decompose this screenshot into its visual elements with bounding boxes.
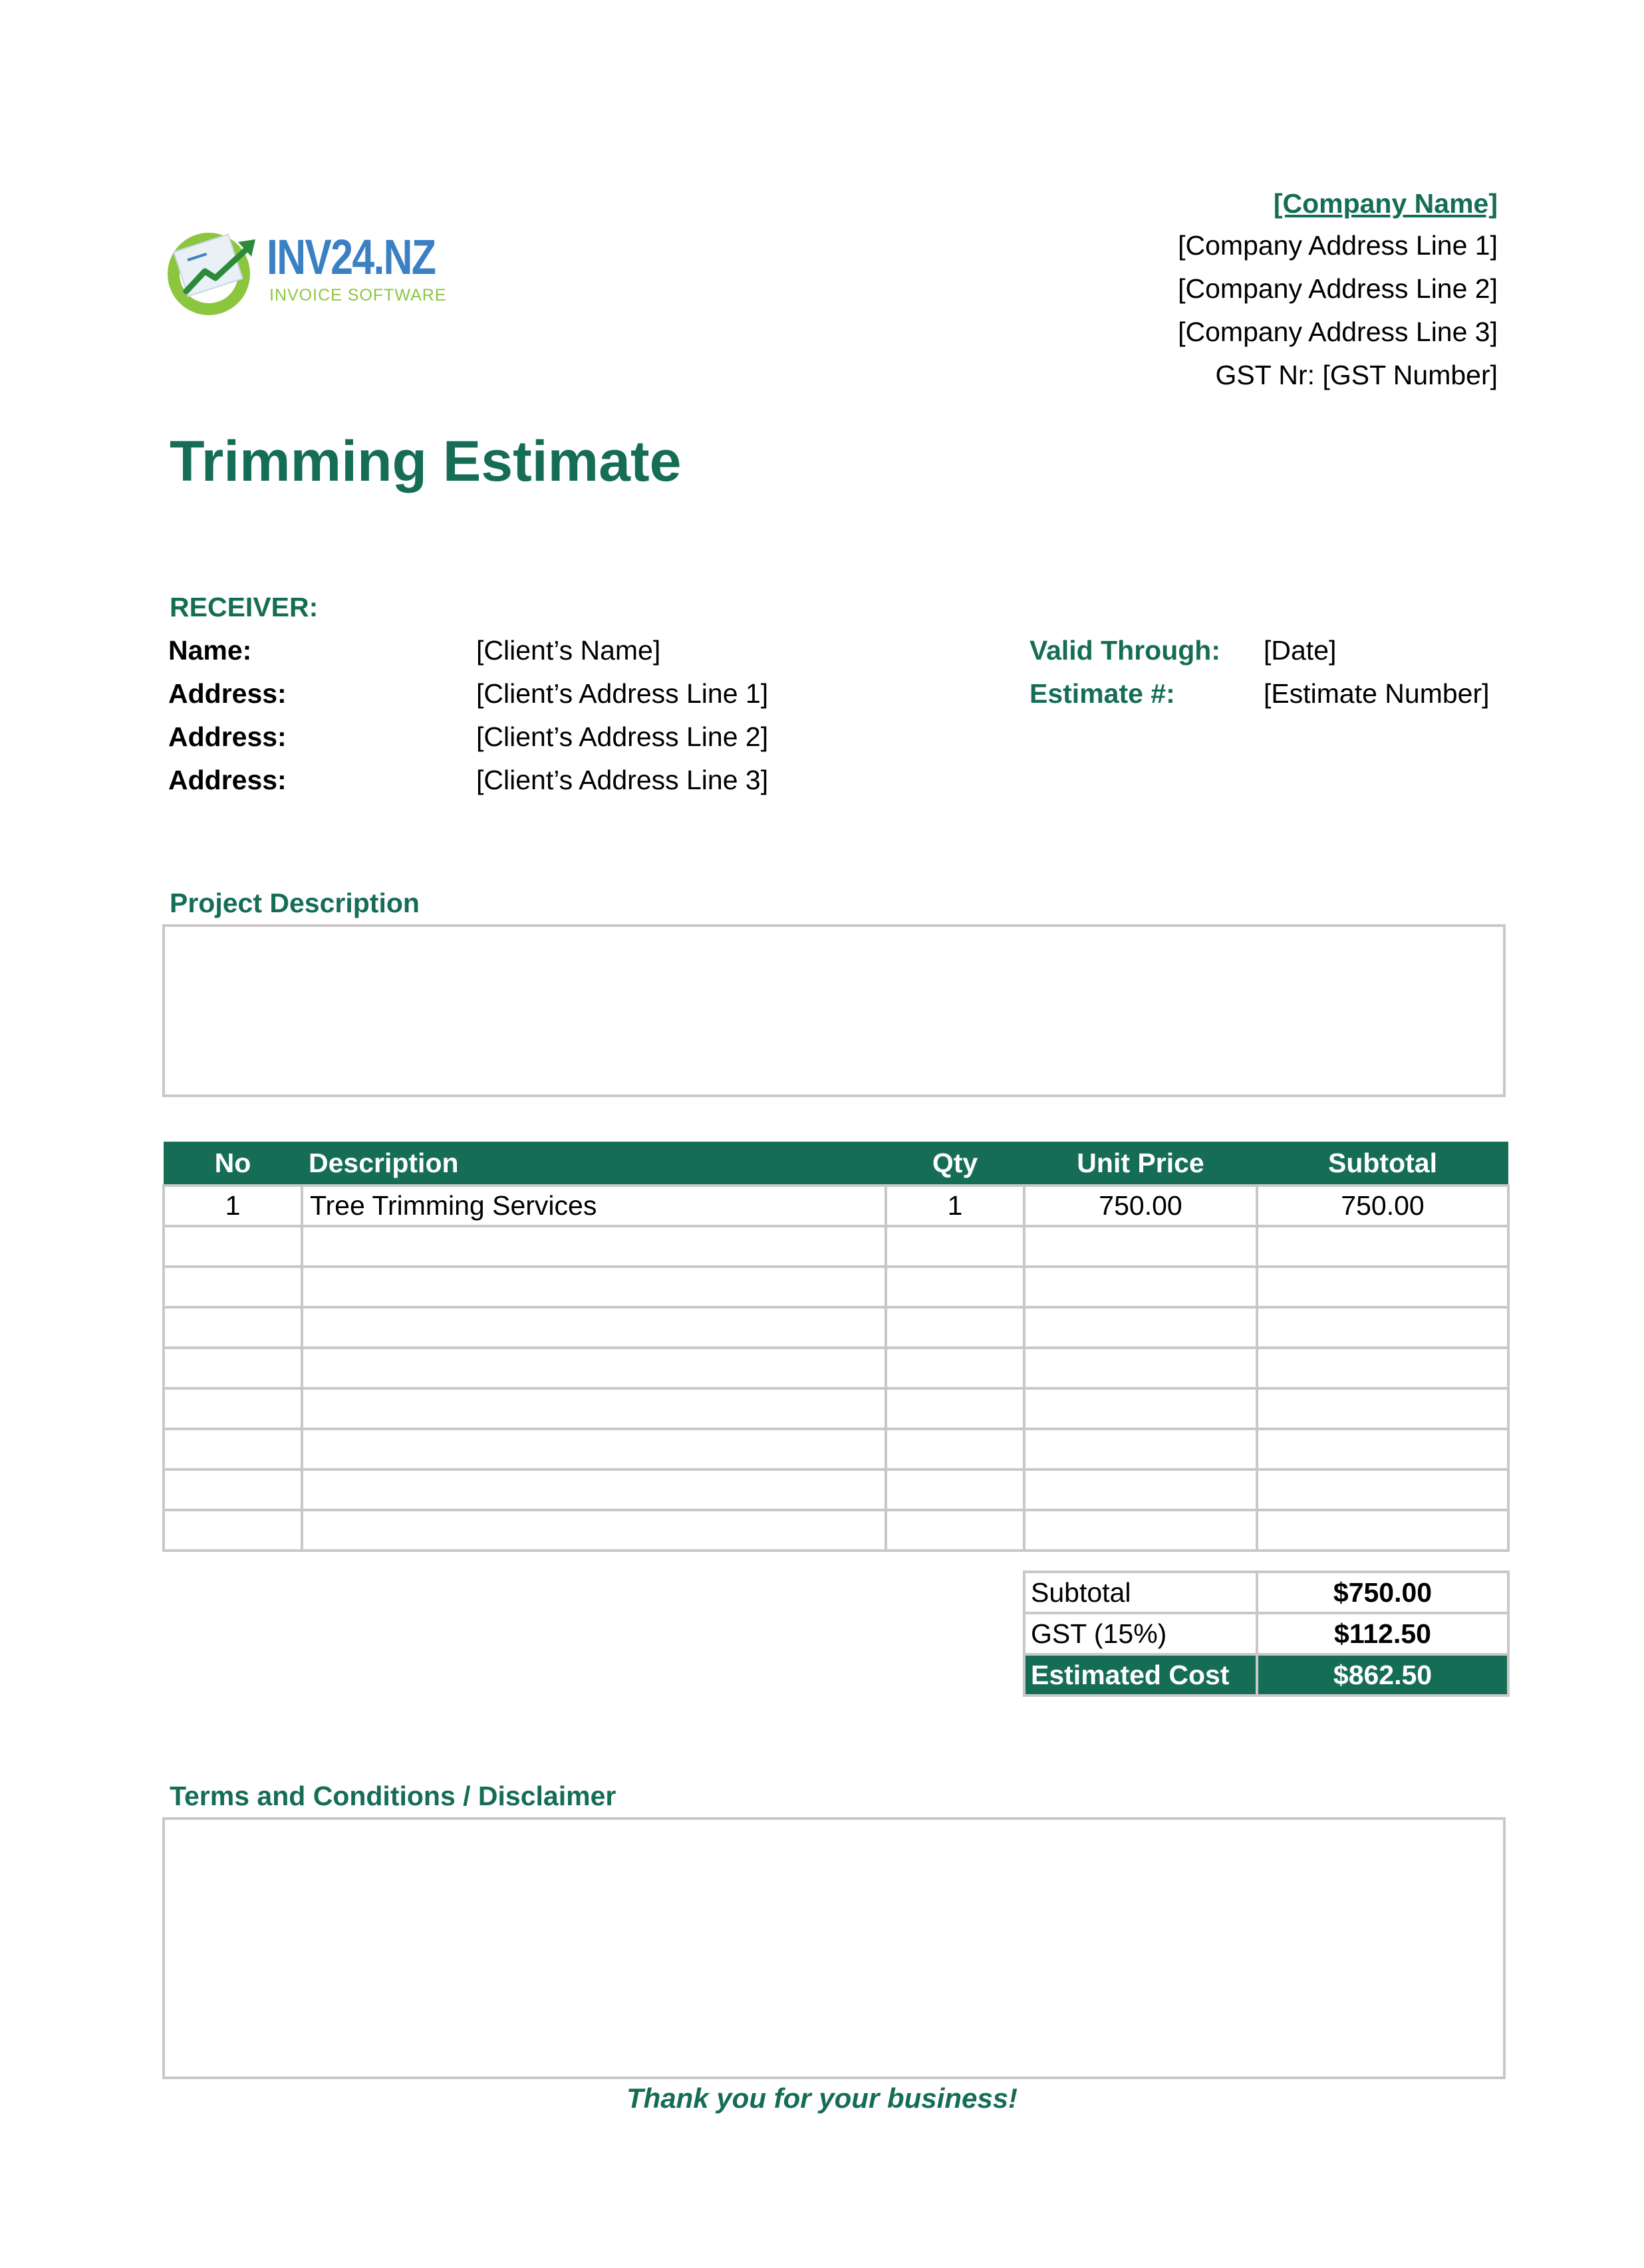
company-address-line-1: [Company Address Line 1] [1178, 230, 1498, 261]
client-address-line-2: [Client’s Address Line 2] [476, 721, 769, 752]
table-row [164, 1469, 1508, 1510]
cell-description[interactable] [302, 1510, 886, 1551]
company-gst-number: GST Nr: [GST Number] [1215, 360, 1498, 390]
project-description-title: Project Description [170, 888, 420, 918]
cell-no[interactable]: 1 [164, 1186, 302, 1226]
valid-through-label: Valid Through: [1029, 635, 1220, 666]
cell-unit-price[interactable] [1024, 1510, 1257, 1551]
cell-description[interactable]: Tree Trimming Services [302, 1186, 886, 1226]
cell-qty[interactable] [886, 1388, 1024, 1429]
cell-no[interactable] [164, 1510, 302, 1551]
header-unit-price: Unit Price [1024, 1142, 1257, 1186]
cell-no[interactable] [164, 1307, 302, 1348]
cell-unit-price[interactable] [1024, 1429, 1257, 1469]
cell-subtotal[interactable] [1257, 1267, 1508, 1307]
cell-unit-price[interactable]: 750.00 [1024, 1186, 1257, 1226]
cell-subtotal[interactable] [1257, 1469, 1508, 1510]
receiver-heading: RECEIVER: [170, 592, 319, 622]
terms-box[interactable] [162, 1817, 1506, 2079]
company-address-line-3: [Company Address Line 3] [1178, 316, 1498, 347]
header-description: Description [302, 1142, 886, 1186]
gst-value: $112.50 [1257, 1613, 1508, 1654]
table-row [164, 1226, 1508, 1267]
cell-subtotal[interactable] [1257, 1388, 1508, 1429]
logo-mark-icon [165, 219, 265, 319]
cell-subtotal[interactable] [1257, 1429, 1508, 1469]
cell-unit-price[interactable] [1024, 1348, 1257, 1388]
table-header-row [164, 1142, 1508, 1186]
company-address-line-2: [Company Address Line 2] [1178, 273, 1498, 304]
client-name: [Client’s Name] [476, 635, 661, 666]
table-row [164, 1186, 1508, 1226]
header-subtotal: Subtotal [1257, 1142, 1508, 1186]
cell-qty[interactable] [886, 1348, 1024, 1388]
cell-qty[interactable] [886, 1226, 1024, 1267]
address-label-1: Address: [168, 678, 287, 709]
table-row [164, 1307, 1508, 1348]
subtotal-value: $750.00 [1257, 1572, 1508, 1613]
cell-qty[interactable] [886, 1429, 1024, 1469]
cell-unit-price[interactable] [1024, 1267, 1257, 1307]
project-description-box[interactable] [162, 924, 1506, 1097]
estimated-cost-row [1024, 1654, 1508, 1696]
cell-subtotal[interactable] [1257, 1348, 1508, 1388]
cell-no[interactable] [164, 1267, 302, 1307]
cell-description[interactable] [302, 1267, 886, 1307]
table-row [164, 1267, 1508, 1307]
cell-qty[interactable] [886, 1510, 1024, 1551]
address-label-2: Address: [168, 721, 287, 752]
cell-no[interactable] [164, 1348, 302, 1388]
cell-qty[interactable] [886, 1307, 1024, 1348]
cell-subtotal[interactable] [1257, 1307, 1508, 1348]
logo-tagline: INVOICE SOFTWARE [269, 286, 447, 305]
cell-qty[interactable] [886, 1469, 1024, 1510]
valid-through-value: [Date] [1264, 635, 1337, 666]
cell-no[interactable] [164, 1429, 302, 1469]
thank-you-note: Thank you for your business! [626, 2082, 1018, 2114]
totals-table [1023, 1571, 1510, 1697]
table-row [164, 1388, 1508, 1429]
estimate-number-label: Estimate #: [1029, 678, 1175, 709]
cell-subtotal[interactable]: 750.00 [1257, 1186, 1508, 1226]
address-label-3: Address: [168, 765, 287, 795]
cell-no[interactable] [164, 1388, 302, 1429]
cell-description[interactable] [302, 1226, 886, 1267]
cell-no[interactable] [164, 1469, 302, 1510]
cell-subtotal[interactable] [1257, 1226, 1508, 1267]
cell-description[interactable] [302, 1348, 886, 1388]
logo-wordmark: INV24.NZ [267, 229, 436, 285]
cell-description[interactable] [302, 1469, 886, 1510]
cell-unit-price[interactable] [1024, 1388, 1257, 1429]
company-name: [Company Name] [1273, 188, 1498, 219]
table-row [164, 1348, 1508, 1388]
cell-unit-price[interactable] [1024, 1307, 1257, 1348]
client-address-line-1: [Client’s Address Line 1] [476, 678, 769, 709]
cell-qty[interactable] [886, 1267, 1024, 1307]
cell-description[interactable] [302, 1307, 886, 1348]
gst-label: GST (15%) [1024, 1613, 1257, 1654]
cell-unit-price[interactable] [1024, 1469, 1257, 1510]
cell-no[interactable] [164, 1226, 302, 1267]
terms-title: Terms and Conditions / Disclaimer [170, 1781, 616, 1811]
cell-description[interactable] [302, 1429, 886, 1469]
cell-unit-price[interactable] [1024, 1226, 1257, 1267]
header-qty: Qty [886, 1142, 1024, 1186]
client-address-line-3: [Client’s Address Line 3] [476, 765, 769, 795]
cell-description[interactable] [302, 1388, 886, 1429]
document-title: Trimming Estimate [170, 430, 682, 493]
cell-subtotal[interactable] [1257, 1510, 1508, 1551]
table-row [164, 1429, 1508, 1469]
items-table [162, 1142, 1510, 1552]
table-row [164, 1510, 1508, 1551]
header-no: No [164, 1142, 302, 1186]
subtotal-label: Subtotal [1024, 1572, 1257, 1613]
name-label: Name: [168, 635, 252, 666]
estimate-number-value: [Estimate Number] [1264, 678, 1490, 709]
cell-qty[interactable]: 1 [886, 1186, 1024, 1226]
gst-row [1024, 1613, 1508, 1654]
subtotal-row [1024, 1572, 1508, 1613]
estimated-cost-label: Estimated Cost [1024, 1654, 1257, 1696]
company-logo [165, 219, 451, 319]
estimated-cost-value: $862.50 [1257, 1654, 1508, 1696]
